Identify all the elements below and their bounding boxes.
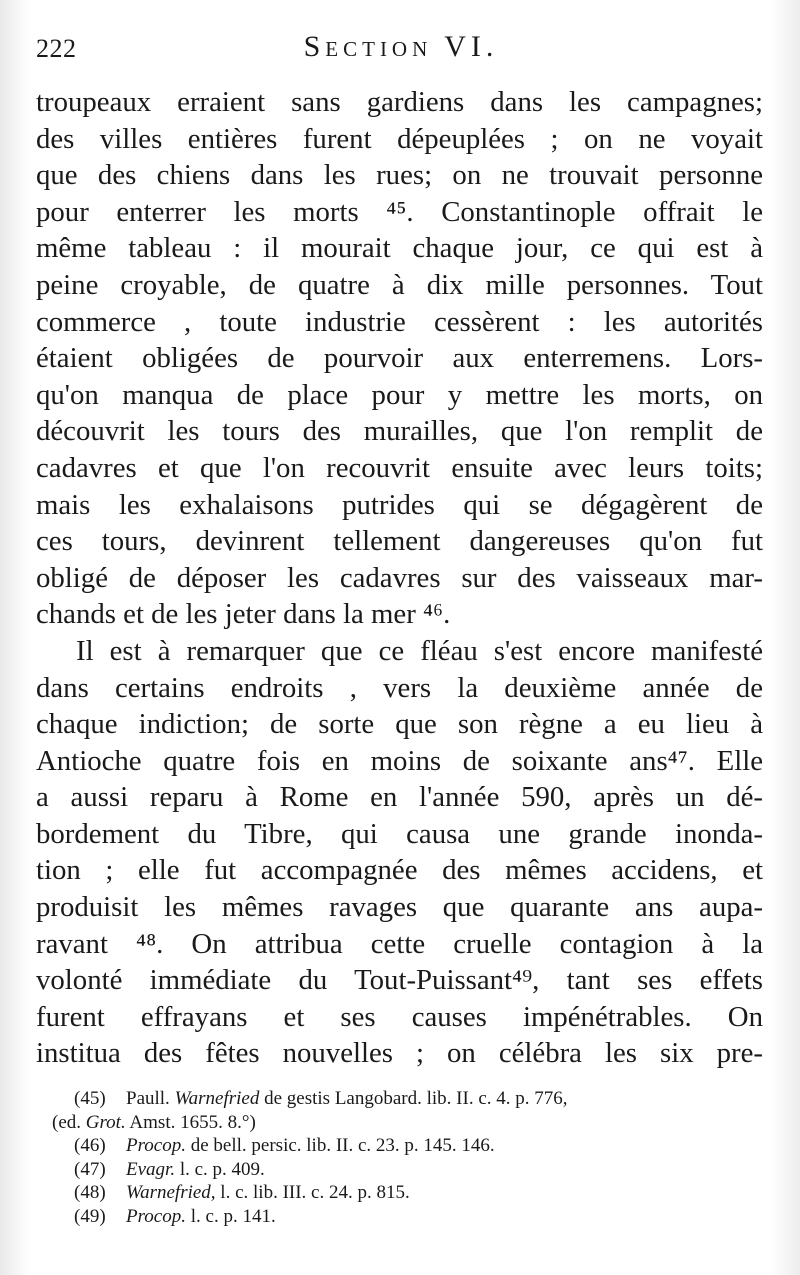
text-line: tion ; elle fut accompagnée des mêmes accidens, et [36,854,763,887]
footnote-author: Warnefried [174,1088,260,1109]
footnote-author: Procop. [126,1135,186,1156]
text-line: bordement du Tibre, qui causa une grande inonda- [36,817,763,850]
text-line: Antioche quatre fois en moins de soixante ans⁴⁷. Elle [36,744,763,777]
text-line-paragraph-end: chands et de les jeter dans la mer ⁴⁶. [36,598,451,631]
text-line: même tableau : il mourait chaque jour, ce qui est à [36,232,763,265]
footnote-text: l. c. lib. III. c. 24. p. 815. [215,1182,410,1203]
text-line: volonté immédiate du Tout-Puissant⁴⁹, tant ses effets [36,964,763,997]
text-line: produisit les mêmes ravages que quarante ans aupa- [36,891,763,924]
footnote-author: Warnefried, [126,1182,216,1203]
section-title: Section VI. [303,30,499,63]
footnote-author: Procop. [126,1205,186,1227]
footnote-author: Grot. [85,1111,126,1133]
text-line: commerce , toute industrie cessèrent : les autorités [36,305,763,338]
footnotes [52,1087,774,1228]
footnote-45-continued [52,1111,774,1135]
footnote-45 [74,1087,774,1111]
text-line: ces tours, devinrent tellement dangereuses qu'on fut [36,525,763,558]
text-line: découvrit les tours des murailles, que l'on remplit de [36,415,763,448]
footnote-number: (49) [74,1205,106,1227]
text-line: furent effrayans et ses causes impénétrables. On [36,1000,763,1033]
footnote-number: (47) [74,1158,106,1180]
footnote-author: Evagr. [126,1158,176,1180]
footnote-text: Paull. [126,1088,175,1109]
text-line: troupeaux erraient sans gardiens dans les campagnes; [36,86,763,118]
body-text [36,84,763,1072]
text-line: dans certains endroits , vers la deuxième année de [36,671,763,704]
text-line: qu'on manqua de place pour y mettre les morts, on [36,378,763,411]
text-line: obligé de déposer les cadavres sur des vaisseaux mar- [36,561,763,594]
text-line-paragraph-start: Il est à remarquer que ce fléau s'est encore manifesté [76,634,763,667]
footnote-text: Amst. 1655. 8.°) [125,1111,256,1133]
text-line: chaque indiction; de sorte que son règne a eu lieu à [36,708,763,741]
footnote-number: (46) [74,1135,106,1156]
text-line: cadavres et que l'on recouvrit ensuite avec leurs toits; [36,451,763,484]
text-line: a aussi reparu à Rome en l'année 590, après un dé- [36,781,763,814]
footnote-number: (45) [74,1088,106,1109]
footnote-47 [74,1158,774,1182]
footnote-48 [74,1181,774,1205]
text-line: institua des fêtes nouvelles ; on célébra les six pre- [36,1037,763,1070]
footnote-text: l. c. p. 409. [175,1158,265,1180]
text-line: mais les exhalaisons putrides qui se dégagèrent de [36,488,763,521]
footnote-text: (ed. [52,1111,86,1133]
text-line: ravant ⁴⁸. On attribua cette cruelle contagion à la [36,927,763,960]
text-line: que des chiens dans les rues; on ne trouvait personne [36,159,763,192]
footnote-text: de bell. persic. lib. II. c. 23. p. 145. 146. [185,1135,495,1156]
text-line: étaient obligées de pourvoir aux enterremens. Lors- [36,342,763,375]
page-number: 222 [36,34,77,63]
footnote-text: de gestis Langobard. lib. II. c. 4. p. 776, [259,1088,568,1109]
footnote-text: l. c. p. 141. [185,1205,276,1227]
text-line: peine croyable, de quatre à dix mille personnes. Tout [36,268,763,301]
running-head [36,30,766,70]
footnote-number: (48) [74,1182,106,1203]
footnote-46 [74,1134,774,1158]
footnote-49 [74,1205,774,1229]
text-line: pour enterrer les morts ⁴⁵. Constantinople offrait le [36,195,763,228]
text-line: des villes entières furent dépeuplées ; on ne voyait [36,122,763,155]
